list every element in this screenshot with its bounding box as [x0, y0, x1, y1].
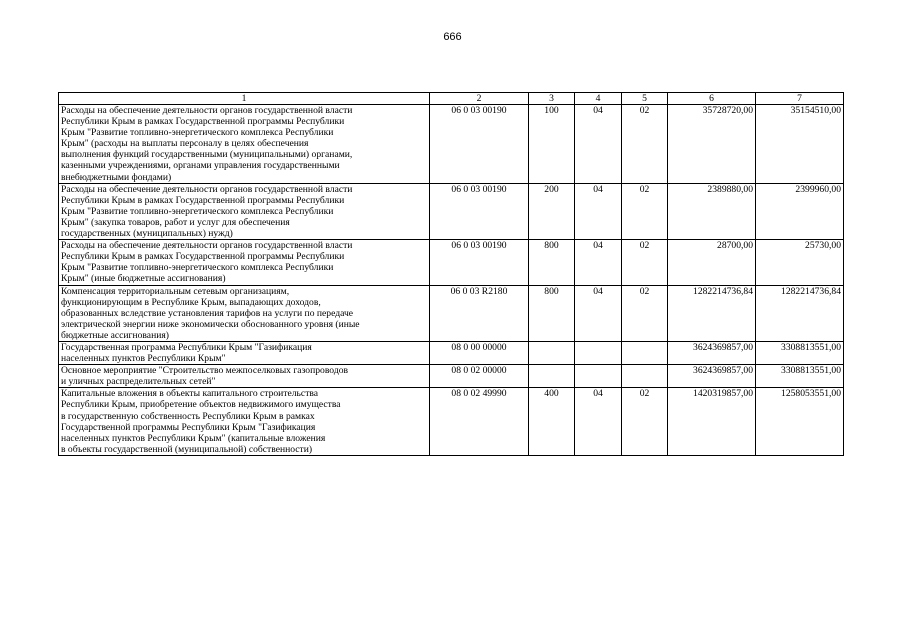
- subsection-code: 02: [622, 105, 668, 184]
- amount-year-2: 1282214736,84: [756, 285, 844, 341]
- subsection-code: [622, 341, 668, 364]
- amount-year-1: 1420319857,00: [668, 388, 756, 456]
- section-code: 04: [575, 105, 622, 184]
- target-article-code: 08 0 02 00000: [430, 365, 529, 388]
- column-header-1: 1: [59, 93, 430, 105]
- column-header-2: 2: [430, 93, 529, 105]
- page-number: 666: [443, 31, 462, 43]
- table-row: [59, 105, 844, 184]
- table-row: [59, 388, 844, 456]
- amount-year-2: 3308813551,00: [756, 365, 844, 388]
- amount-year-2: 2399960,00: [756, 183, 844, 239]
- expense-type-code: 200: [529, 183, 575, 239]
- amount-year-1: 1282214736,84: [668, 285, 756, 341]
- target-article-code: 06 0 03 00190: [430, 105, 529, 184]
- budget-table: [58, 92, 844, 456]
- amount-year-1: 28700,00: [668, 240, 756, 285]
- target-article-code: 08 0 02 49990: [430, 388, 529, 456]
- section-code: 04: [575, 183, 622, 239]
- subsection-code: 02: [622, 285, 668, 341]
- column-header-6: 6: [668, 93, 756, 105]
- table-row: [59, 183, 844, 239]
- column-header-3: 3: [529, 93, 575, 105]
- section-code: 04: [575, 240, 622, 285]
- table-row: [59, 285, 844, 341]
- section-code: [575, 341, 622, 364]
- table-row: [59, 240, 844, 285]
- amount-year-2: 25730,00: [756, 240, 844, 285]
- section-code: [575, 365, 622, 388]
- amount-year-1: 3624369857,00: [668, 365, 756, 388]
- subsection-code: 02: [622, 183, 668, 239]
- expense-name: Государственная программа Республики Крым "Газификация населенных пунктов Республики Крым": [59, 341, 430, 364]
- expense-name: Капитальные вложения в объекты капитального строительства Республики Крым, приобретение объектов недвижимого имущества в государственную собственность Республики Крым в рамках Государственной программы Республики Крым "Газификация населенных пунктов Республики Крым" (капитальные вложения в объекты государственной (муниципальной) собственности): [59, 388, 430, 456]
- expense-type-code: 400: [529, 388, 575, 456]
- table-row: [59, 365, 844, 388]
- amount-year-1: 35728720,00: [668, 105, 756, 184]
- target-article-code: 06 0 03 00190: [430, 183, 529, 239]
- subsection-code: 02: [622, 240, 668, 285]
- expense-type-code: 800: [529, 240, 575, 285]
- target-article-code: 06 0 03 R2180: [430, 285, 529, 341]
- subsection-code: [622, 365, 668, 388]
- section-code: 04: [575, 285, 622, 341]
- target-article-code: 08 0 00 00000: [430, 341, 529, 364]
- amount-year-2: 35154510,00: [756, 105, 844, 184]
- expense-name: Основное мероприятие "Строительство межпоселковых газопроводов и уличных распределительных сетей": [59, 365, 430, 388]
- section-code: 04: [575, 388, 622, 456]
- expense-name: Расходы на обеспечение деятельности органов государственной власти Республики Крым в рамках Государственной программы Республики Крым "Развитие топливно-энергетического комплекса Республики Крым" (расходы на выплаты персоналу в целях обеспечения выполнения функций государственными (муниципальными) органами, казенными учреждениями, органами управления государственными внебюджетными фондами): [59, 105, 430, 184]
- expense-type-code: [529, 341, 575, 364]
- table-row: [59, 341, 844, 364]
- expense-name: Компенсация территориальным сетевым организациям, функционирующим в Республике Крым, выпадающих доходов, образованных вследствие установления тарифов на услуги по передаче электрической энергии ниже экономически обоснованного уровня (иные бюджетные ассигнования): [59, 285, 430, 341]
- target-article-code: 06 0 03 00190: [430, 240, 529, 285]
- expense-type-code: 800: [529, 285, 575, 341]
- expense-name: Расходы на обеспечение деятельности органов государственной власти Республики Крым в рамках Государственной программы Республики Крым "Развитие топливно-энергетического комплекса Республики Крым" (закупка товаров, работ и услуг для обеспечения государственных (муниципальных) нужд): [59, 183, 430, 239]
- column-header-7: 7: [756, 93, 844, 105]
- column-number-row: [59, 93, 844, 105]
- column-header-5: 5: [622, 93, 668, 105]
- amount-year-1: 3624369857,00: [668, 341, 756, 364]
- expense-name: Расходы на обеспечение деятельности органов государственной власти Республики Крым в рамках Государственной программы Республики Крым "Развитие топливно-энергетического комплекса Республики Крым" (иные бюджетные ассигнования): [59, 240, 430, 285]
- expense-type-code: 100: [529, 105, 575, 184]
- expense-type-code: [529, 365, 575, 388]
- amount-year-2: 3308813551,00: [756, 341, 844, 364]
- column-header-4: 4: [575, 93, 622, 105]
- subsection-code: 02: [622, 388, 668, 456]
- amount-year-2: 1258053551,00: [756, 388, 844, 456]
- amount-year-1: 2389880,00: [668, 183, 756, 239]
